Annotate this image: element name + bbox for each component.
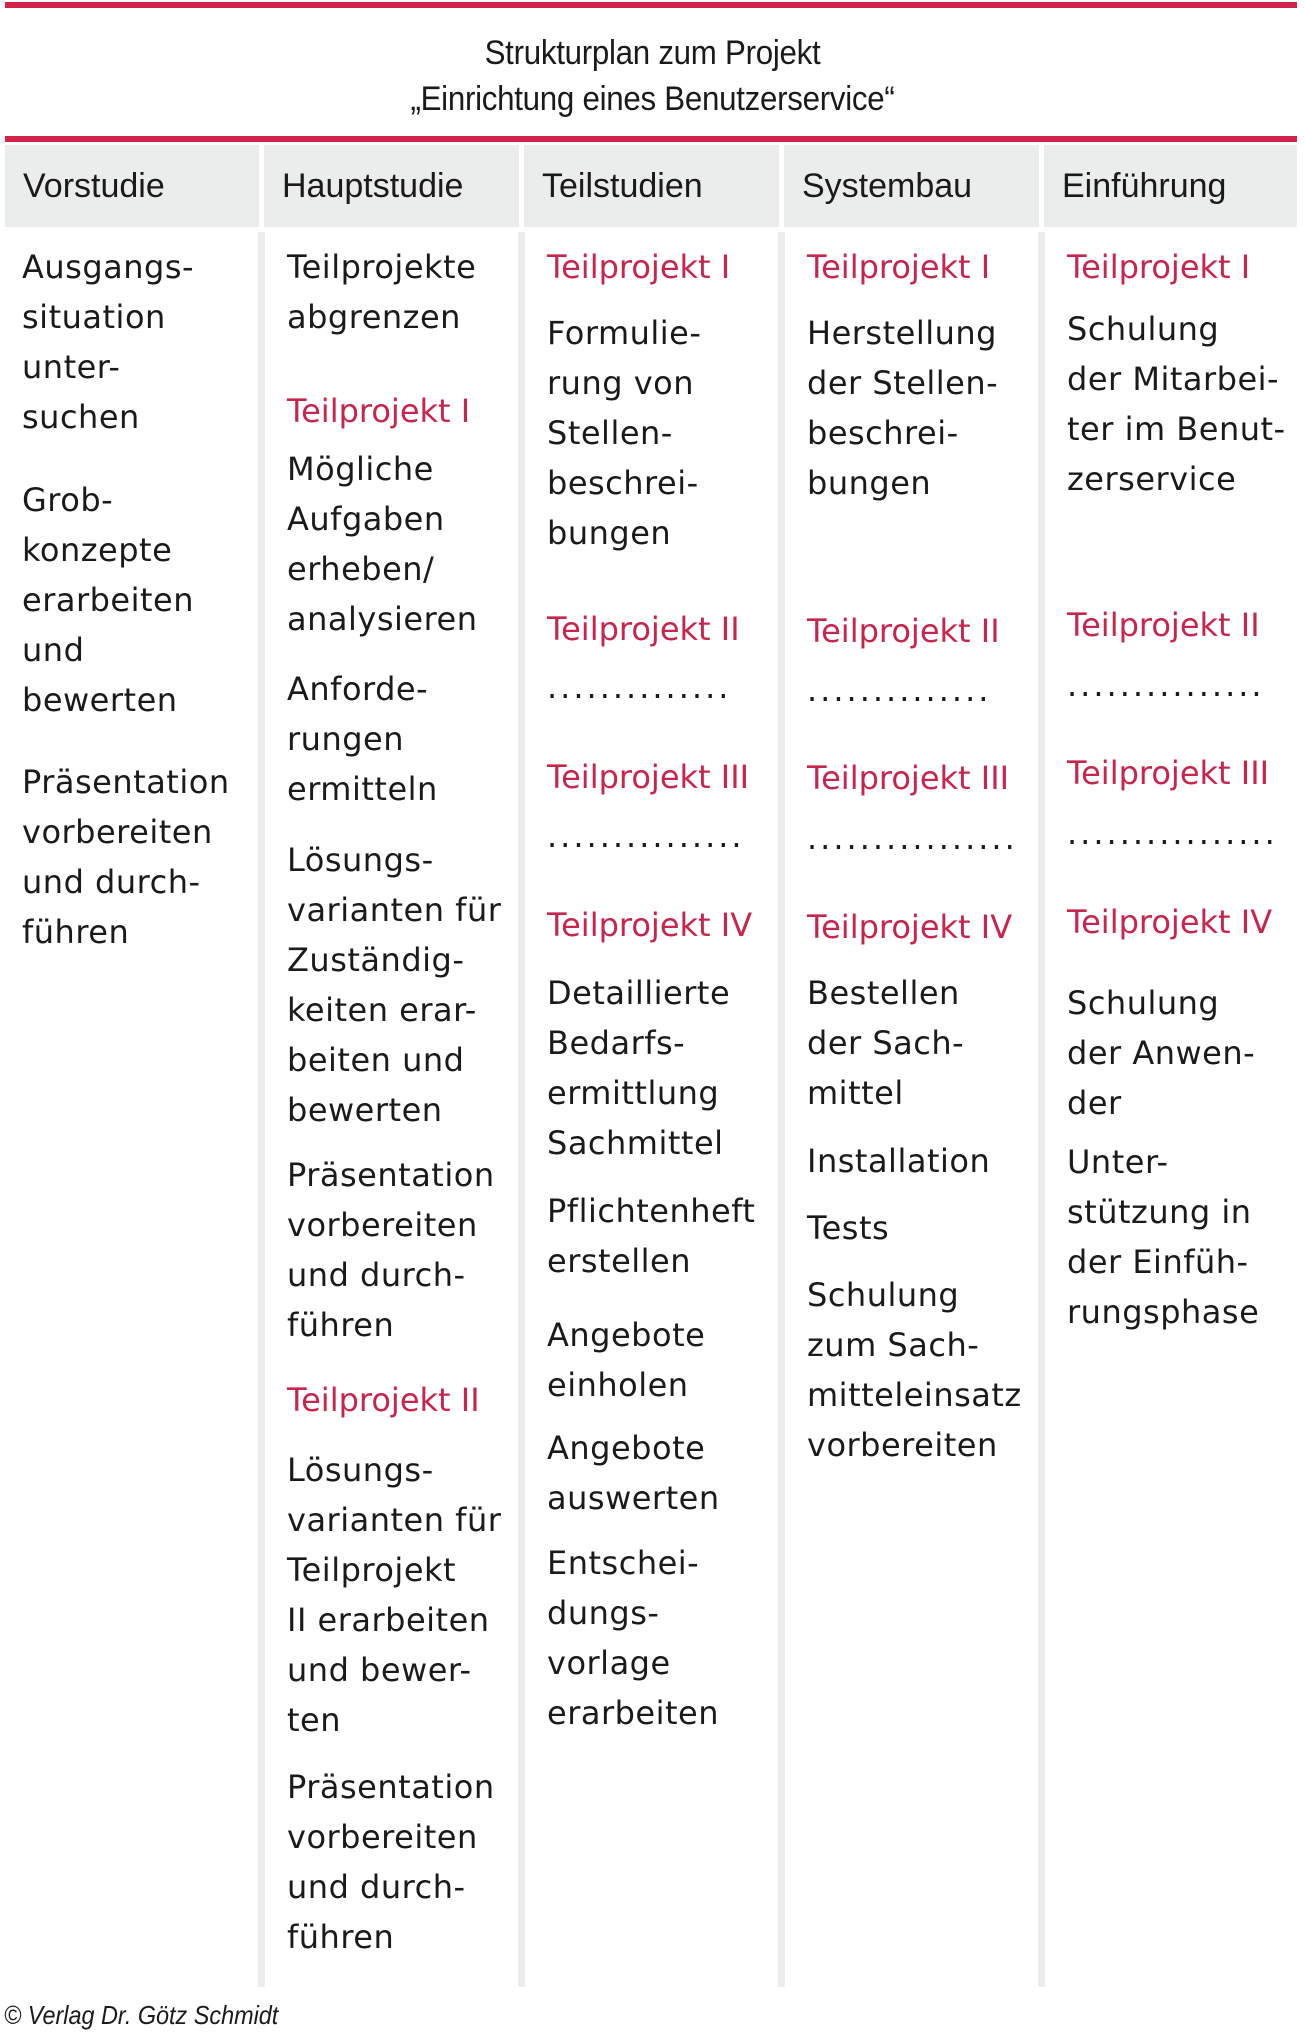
column-einfuehrung	[1038, 232, 1304, 1987]
list-item: Anforde- rungen ermitteln	[287, 670, 438, 808]
subproject-label: Teilprojekt III	[807, 759, 1010, 797]
column-header-hauptstudie: Hauptstudie	[264, 145, 519, 227]
list-item: Unter- stützung in der Einfüh- rungsphase	[1067, 1143, 1260, 1331]
column-header-systembau: Systembau	[784, 145, 1039, 227]
top-rule	[5, 2, 1297, 8]
page-title: Strukturplan zum Projekt „Einrichtung eines Benutzerservice“	[410, 34, 895, 118]
subproject-label: Teilprojekt III	[1067, 754, 1270, 792]
list-item: Pflichtenheft erstellen	[547, 1192, 756, 1280]
subproject-label: Teilprojekt II	[287, 1381, 480, 1419]
copyright-notice: © Verlag Dr. Götz Schmidt	[4, 2000, 279, 2030]
placeholder-dots: ..............	[807, 671, 992, 709]
placeholder-dots: ................	[807, 819, 1018, 857]
column-systembau	[778, 232, 1039, 1987]
subproject-label: Teilprojekt I	[1067, 248, 1251, 286]
list-item: Schulung der Mitarbei- ter im Benut- zerservice	[1067, 310, 1286, 498]
subproject-label: Teilprojekt IV	[1067, 903, 1273, 941]
list-item: Lösungs- varianten für Zuständig- keiten erar- beiten und bewerten	[287, 841, 502, 1129]
subproject-label: Teilprojekt III	[547, 758, 750, 796]
subproject-label: Teilprojekt I	[287, 392, 471, 430]
subproject-label: Teilprojekt I	[547, 248, 731, 286]
list-item: Installation	[807, 1142, 991, 1180]
list-item: Formulie- rung von Stellen- beschrei- bungen	[547, 314, 702, 552]
list-item: Detaillierte Bedarfs- ermittlung Sachmittel	[547, 974, 731, 1162]
subproject-label: Teilprojekt II	[547, 610, 740, 648]
list-item: Herstellung der Stellen- beschrei- bungen	[807, 314, 999, 502]
list-item: Präsentation vorbereiten und durch- führen	[22, 763, 230, 951]
list-item: Schulung der Anwen- der	[1067, 984, 1256, 1122]
header-rule	[5, 136, 1297, 142]
column-header-vorstudie: Vorstudie	[5, 145, 259, 227]
subproject-label: Teilprojekt I	[807, 248, 991, 286]
placeholder-dots: ................	[1067, 814, 1278, 852]
column-teilstudien	[518, 232, 779, 1987]
subproject-label: Teilprojekt II	[807, 612, 1000, 650]
placeholder-dots: ...............	[1067, 666, 1265, 704]
list-item: Angebote einholen	[547, 1316, 706, 1404]
list-item: Präsentation vorbereiten und durch- führen	[287, 1768, 495, 1956]
column-hauptstudie	[258, 232, 519, 1987]
column-header-einfuehrung: Einführung	[1044, 145, 1297, 227]
list-item: Bestellen der Sach- mittel	[807, 974, 965, 1112]
subproject-label: Teilprojekt IV	[547, 906, 753, 944]
placeholder-dots: ..............	[547, 668, 732, 706]
list-item: Ausgangs- situation unter- suchen	[22, 248, 195, 436]
list-item: Grob- konzepte erarbeiten und bewerten	[22, 481, 195, 719]
list-item: Mögliche Aufgaben erheben/ analysieren	[287, 450, 478, 638]
list-item: Angebote auswerten	[547, 1429, 720, 1517]
placeholder-dots: ...............	[547, 817, 745, 855]
subproject-label: Teilprojekt II	[1067, 606, 1260, 644]
list-item: Präsentation vorbereiten und durch- führen	[287, 1156, 495, 1344]
list-item: Entschei- dungs- vorlage erarbeiten	[547, 1544, 720, 1732]
list-item: Schulung zum Sach- mitteleinsatz vorbereiten	[807, 1276, 1022, 1464]
list-item: Tests	[807, 1209, 890, 1247]
list-item: Teilprojekte abgrenzen	[287, 248, 477, 336]
subproject-label: Teilprojekt IV	[807, 908, 1013, 946]
column-vorstudie	[0, 232, 258, 1987]
column-header-teilstudien: Teilstudien	[524, 145, 779, 227]
list-item: Lösungs- varianten für Teilprojekt II erarbeiten und bewer- ten	[287, 1451, 502, 1739]
